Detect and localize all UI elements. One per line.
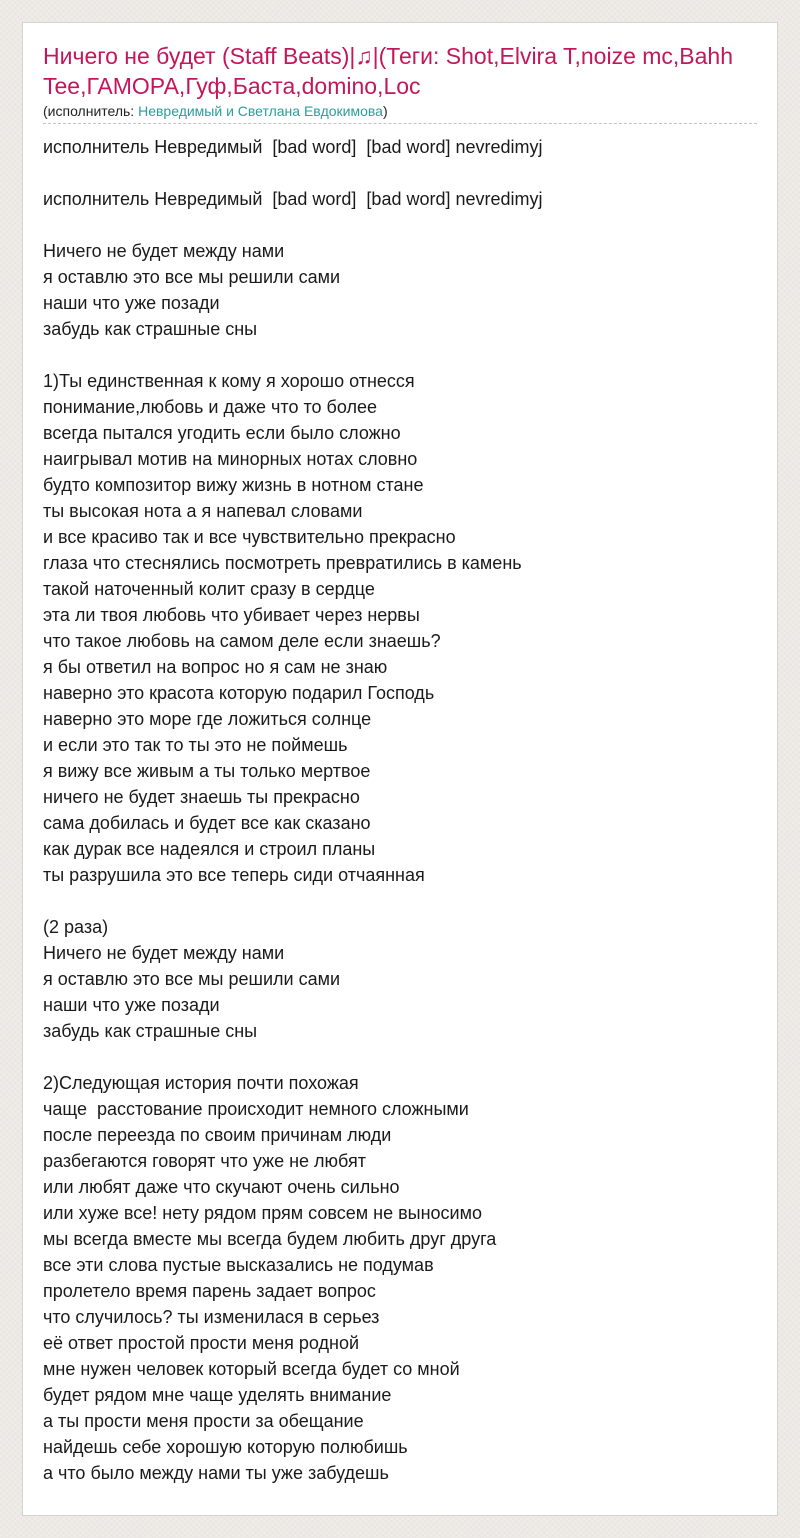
lyric-line: забудь как страшные сны [43,319,258,339]
lyric-line: наигрывал мотив на минорных нотах словно [43,449,418,469]
lyric-line: наверно это красота которую подарил Господь [43,683,435,703]
lyric-line: исполнитель Невредимый [bad word] [bad word] nevredimyj [43,137,543,157]
lyric-line: глаза что стеснялись посмотреть превратились в камень [43,553,522,573]
lyric-line: что случилось? ты изменилася в серьез [43,1307,380,1327]
lyric-line: наши что уже позади [43,293,220,313]
lyric-blank-line [43,888,757,914]
lyric-line: забудь как страшные сны [43,1021,258,1041]
lyrics-card [22,22,778,1516]
lyric-line: ничего не будет знаешь ты прекрасно [43,787,360,807]
lyric-line: её ответ простой прости меня родной [43,1333,360,1353]
lyric-line: или хуже все! нету рядом прям совсем не выносимо [43,1203,482,1223]
lyric-line: или любят даже что скучают очень сильно [43,1177,400,1197]
lyric-line: понимание,любовь и даже что то более [43,397,377,417]
lyric-line: я оставлю это все мы решили сами [43,969,341,989]
lyric-line: я бы ответил на вопрос но я сам не знаю [43,657,388,677]
lyric-line: пролетело время парень задает вопрос [43,1281,376,1301]
lyric-blank-line [43,212,757,238]
lyric-line: мы всегда вместе мы всегда будем любить друг друга [43,1229,497,1249]
lyric-line: (2 раза) [43,917,109,937]
lyrics-text [43,134,757,1486]
lyric-line: сама добилась и будет все как сказано [43,813,371,833]
performer-link[interactable]: Невредимый и Светлана Евдокимова [138,103,383,119]
lyric-line: ты высокая нота а я напевал словами [43,501,363,521]
lyric-line: исполнитель Невредимый [bad word] [bad word] nevredimyj [43,189,543,209]
lyric-line: разбегаются говорят что уже не любят [43,1151,366,1171]
lyric-line: после переезда по своим причинам люди [43,1125,392,1145]
performer-line [43,102,757,124]
lyric-line: я вижу все живым а ты только мертвое [43,761,371,781]
lyric-line: Ничего не будет между нами [43,943,285,963]
lyric-line: будет рядом мне чаще уделять внимание [43,1385,392,1405]
lyric-line: как дурак все надеялся и строил планы [43,839,376,859]
lyric-line: Ничего не будет между нами [43,241,285,261]
song-title: Ничего не будет (Staff Beats)|♫|(Теги: Shot,Elvira T,noize mc,Bahh Tee,ГАМОРА,Гуф,Баста,domino,Loc [43,43,734,99]
lyric-line: мне нужен человек который всегда будет со мной [43,1359,460,1379]
lyric-line: все эти слова пустые высказались не подумав [43,1255,434,1275]
lyric-line: будто композитор вижу жизнь в нотном стане [43,475,424,495]
lyric-line: 2)Следующая история почти похожая [43,1073,359,1093]
lyric-line: ты разрушила это все теперь сиди отчаянная [43,865,425,885]
lyric-line: что такое любовь на самом деле если знаешь? [43,631,441,651]
lyric-line: 1)Ты единственная к кому я хорошо отнесся [43,371,415,391]
lyric-line: и если это так то ты это не поймешь [43,735,348,755]
lyric-line: наши что уже позади [43,995,220,1015]
performer-suffix: ) [382,103,388,119]
lyric-line: найдешь себе хорошую которую полюбишь [43,1437,408,1457]
lyric-blank-line [43,160,757,186]
lyric-line: такой наточенный колит сразу в сердце [43,579,375,599]
lyric-line: наверно это море где ложиться солнце [43,709,372,729]
lyric-blank-line [43,342,757,368]
lyric-line: всегда пытался угодить если было сложно [43,423,401,443]
performer-prefix: (исполнитель: [43,103,139,119]
lyric-line: я оставлю это все мы решили сами [43,267,341,287]
lyric-blank-line [43,1044,757,1070]
lyric-line: а что было между нами ты уже забудешь [43,1463,389,1483]
lyric-line: а ты прости меня прости за обещание [43,1411,364,1431]
lyric-line: и все красиво так и все чувствительно прекрасно [43,527,456,547]
lyric-line: эта ли твоя любовь что убивает через нервы [43,605,420,625]
lyric-line: чаще расстование происходит немного сложными [43,1099,469,1119]
